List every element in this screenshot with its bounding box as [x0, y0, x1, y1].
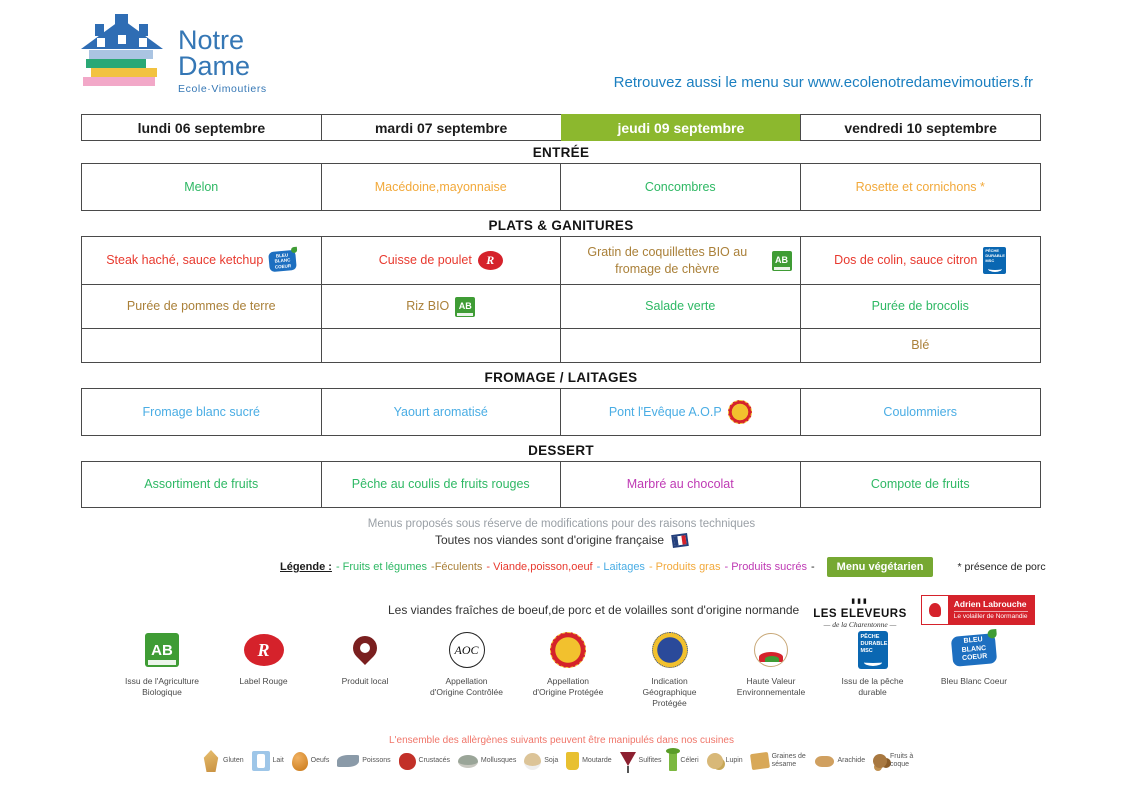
badge-text: AB — [775, 254, 788, 265]
wheat-icon — [202, 750, 220, 772]
bleu-blanc-coeur-icon: BLEU BLANC COEUR — [951, 633, 997, 667]
quality-label-ab — [112, 630, 212, 709]
agriculture-biologique-icon: AB — [145, 633, 179, 667]
logo-text — [178, 25, 267, 96]
menu-cell — [82, 285, 322, 329]
menu-cell — [801, 329, 1041, 362]
dish-label: Dos de colin, sauce citron — [834, 253, 978, 268]
menu-cell — [82, 164, 322, 210]
soy-icon — [524, 753, 541, 770]
quality-caption: Appellation d'Origine Contrôlée — [430, 676, 503, 698]
les-eleveurs-logo — [813, 590, 907, 629]
section-title-entree: ENTRÉE — [532, 145, 590, 160]
eleveurs-subname: — de la Charentonne — — [813, 620, 907, 629]
quality-caption: Issu de l'Agriculture Biologique — [125, 676, 199, 698]
dish-label: Salade verte — [645, 299, 716, 314]
allergen-celeri: Céleri — [669, 751, 698, 771]
hve-icon — [754, 633, 788, 667]
legend-item: - Fruits et légumes — [335, 561, 428, 573]
agriculture-biologique-icon — [772, 251, 792, 271]
badge-text: BLEU BLANC COEUR — [274, 252, 292, 269]
menu-cell — [561, 164, 801, 210]
chicken-icon — [922, 596, 948, 624]
menu-cell — [801, 164, 1041, 210]
oyster-icon — [458, 755, 478, 768]
quality-caption: Appellation d'Origine Protégée — [532, 676, 604, 698]
dish-label: Compote de fruits — [870, 477, 970, 492]
mustard-icon — [566, 752, 579, 770]
allergen-crustaces: Crustacés — [399, 753, 451, 770]
menu-cell — [82, 462, 322, 507]
map-pin-icon — [348, 631, 382, 665]
logo-name-bottom: Dame — [178, 50, 251, 81]
bleu-blanc-coeur-icon — [268, 249, 297, 271]
dish-label: Gratin de coquillettes BIO au fromage de chèvre — [587, 245, 748, 276]
section-title-dessert: DESSERT — [528, 443, 594, 458]
legend-item: - Laitages — [596, 561, 645, 573]
menu-cell — [561, 389, 801, 435]
menu-cell-empty — [82, 329, 322, 362]
menu-cell — [801, 237, 1041, 285]
allergen-coque: Fruits à coque — [873, 753, 926, 770]
quality-label-msc — [823, 630, 923, 709]
menu-cell — [801, 389, 1041, 435]
allergen-lupin: Lupin — [707, 753, 743, 769]
eleveurs-name: LES ELEVEURS — [813, 608, 907, 620]
adrien-labrouche-logo — [921, 595, 1035, 625]
dish-label: Melon — [184, 179, 219, 194]
viandes-francaises-note — [0, 533, 1123, 547]
dish-label: Pêche au coulis de fruits rouges — [351, 477, 530, 492]
agriculture-biologique-icon — [455, 297, 475, 317]
aop-icon — [550, 632, 586, 668]
dish-label: Purée de brocolis — [871, 299, 969, 314]
dish-label: Concombres — [644, 179, 716, 194]
section-title-fromage: FROMAGE / LAITAGES — [484, 370, 638, 385]
dish-label: Coulommiers — [883, 404, 958, 419]
day-header-row — [81, 114, 1041, 141]
dish-label: Purée de pommes de terre — [126, 299, 276, 314]
logo-name-top: Notre — [178, 25, 245, 55]
dish-label: Fromage blanc sucré — [142, 404, 260, 419]
quality-label-label-rouge — [214, 630, 314, 709]
dish-label: Cuisse de poulet — [378, 253, 472, 268]
legend-row — [280, 557, 1046, 577]
menu-cell — [561, 462, 801, 507]
aop-icon — [728, 400, 752, 424]
quality-caption: Issu de la pêche durable — [841, 676, 904, 698]
peche-durable-msc-icon — [983, 247, 1006, 274]
dish-label: Steak haché, sauce ketchup — [106, 253, 264, 268]
aoc-icon: AOC — [449, 632, 485, 668]
modifications-note: Menus proposés sous réserve de modifications pour des raisons techniques — [367, 518, 756, 530]
crustacean-icon — [399, 753, 416, 770]
badge-text: PÊCHE DURABLE MSC — [985, 248, 1005, 263]
sesame-icon — [750, 752, 770, 770]
legend-label: Légende : — [280, 561, 332, 573]
lupin-icon — [707, 753, 723, 769]
day-header-jeudi: jeudi 09 septembre — [561, 114, 802, 141]
menu-cell — [801, 285, 1041, 329]
menu-cell — [801, 462, 1041, 507]
allergen-title: L'ensemble des allèrgènes suivants peuvent être manipulés dans nos cusines — [389, 735, 734, 746]
milk-icon — [252, 751, 270, 771]
quality-caption: Produit local — [341, 676, 389, 686]
legend-item: -Féculents — [431, 561, 483, 573]
menu-cell — [561, 237, 801, 285]
menu-cell — [322, 237, 562, 285]
menu-cell — [82, 389, 322, 435]
porc-note: * présence de porc — [957, 561, 1046, 573]
badge-text: AB — [458, 300, 472, 311]
section-title-plats: PLATS & GANITURES — [488, 218, 634, 233]
cows-icon: ▮▮▮ — [851, 598, 869, 605]
legend-item: - — [811, 561, 815, 573]
menu-cell — [322, 285, 562, 329]
igp-icon — [652, 632, 688, 668]
allergen-sesame: Graines de sésame — [751, 753, 808, 770]
day-header-vendredi: vendredi 10 septembre — [800, 114, 1041, 141]
menu-table — [81, 114, 1041, 508]
quality-caption: Label Rouge — [239, 676, 288, 686]
fish-glyph — [988, 265, 1002, 272]
allergen-gluten: Gluten — [202, 750, 244, 772]
quality-caption: Haute Valeur Environnementale — [736, 676, 806, 698]
menu-cell — [322, 164, 562, 210]
day-header-mardi: mardi 07 septembre — [321, 114, 562, 141]
allergen-oeufs: Oeufs — [292, 752, 330, 771]
quality-labels-row — [112, 630, 1024, 709]
website-link[interactable]: Retrouvez aussi le menu sur www.ecolenotredamevimoutiers.fr — [613, 74, 1033, 91]
labrouche-name: Adrien Labrouche — [953, 599, 1027, 609]
wine-glass-icon — [620, 752, 636, 766]
label-rouge-icon: R — [244, 634, 284, 666]
nuts-icon — [873, 754, 887, 768]
viandes-normandes-text: Les viandes fraîches de boeuf,de porc et de volailles sont d'origine normande — [388, 602, 800, 617]
allergen-lait: Lait — [252, 751, 284, 771]
legend-item: - Produits sucrés — [724, 561, 807, 573]
house-icon — [78, 12, 166, 92]
dish-label: Assortiment de fruits — [144, 477, 259, 492]
fromage-grid — [81, 388, 1041, 436]
day-header-lundi: lundi 06 septembre — [81, 114, 322, 141]
dish-label: Blé — [911, 338, 930, 353]
quality-label-bbc — [924, 630, 1024, 709]
menu-cell — [82, 237, 322, 285]
menu-cell-empty — [561, 329, 801, 362]
allergen-sulfites: Sulfites — [620, 752, 662, 771]
dish-label: Rosette et cornichons * — [855, 179, 985, 194]
plats-grid — [81, 236, 1041, 363]
label-rouge-icon — [478, 251, 503, 270]
allergen-arachide: Arachide — [815, 756, 865, 767]
allergen-poissons: Poissons — [337, 755, 390, 767]
quality-label-igp — [620, 630, 720, 709]
logo-subtitle: Ecole·Vimoutiers — [178, 83, 267, 96]
dish-label: Riz BIO — [406, 299, 450, 314]
dish-label: Marbré au chocolat — [626, 477, 734, 492]
menu-cell — [322, 462, 562, 507]
legend-item: - Viande,poisson,oeuf — [486, 561, 593, 573]
fish-icon — [337, 755, 359, 767]
viandes-francaises-text: Toutes nos viandes sont d'origine française — [434, 533, 665, 547]
quality-label-aoc — [417, 630, 517, 709]
badge-text: R — [486, 252, 495, 267]
labrouche-subname: Le volailler de Normandie — [953, 613, 1028, 620]
viande-francaise-flag-icon — [671, 532, 689, 547]
dish-label: Yaourt aromatisé — [393, 404, 488, 419]
menu-cell-empty — [322, 329, 562, 362]
allergen-row — [202, 750, 926, 772]
dessert-grid — [81, 461, 1041, 508]
dish-label: Pont l'Evêque A.O.P — [608, 404, 722, 419]
quality-label-hve — [721, 630, 821, 709]
allergen-mollusques: Mollusques — [458, 755, 516, 768]
school-logo — [78, 12, 267, 95]
menu-cell — [561, 285, 801, 329]
allergen-moutarde: Moutarde — [566, 752, 612, 770]
quality-caption: Bleu Blanc Coeur — [940, 676, 1008, 686]
allergen-soja: Soja — [524, 753, 558, 770]
entree-grid — [81, 163, 1041, 211]
dish-label: Macédoine,mayonnaise — [374, 179, 507, 194]
menu-vegetarien-chip: Menu végétarien — [827, 557, 934, 577]
egg-icon — [292, 752, 308, 771]
viandes-normandes-row — [388, 590, 1035, 629]
peanut-icon — [815, 756, 834, 767]
quality-caption: Indication Géographique Protégée — [642, 676, 697, 709]
quality-label-produit-local — [315, 630, 415, 709]
legend-item: - Produits gras — [648, 561, 721, 573]
quality-label-aop — [518, 630, 618, 709]
celery-icon — [669, 751, 677, 771]
peche-durable-msc-icon: PÊCHE DURABLE MSC — [858, 631, 888, 669]
menu-cell — [322, 389, 562, 435]
